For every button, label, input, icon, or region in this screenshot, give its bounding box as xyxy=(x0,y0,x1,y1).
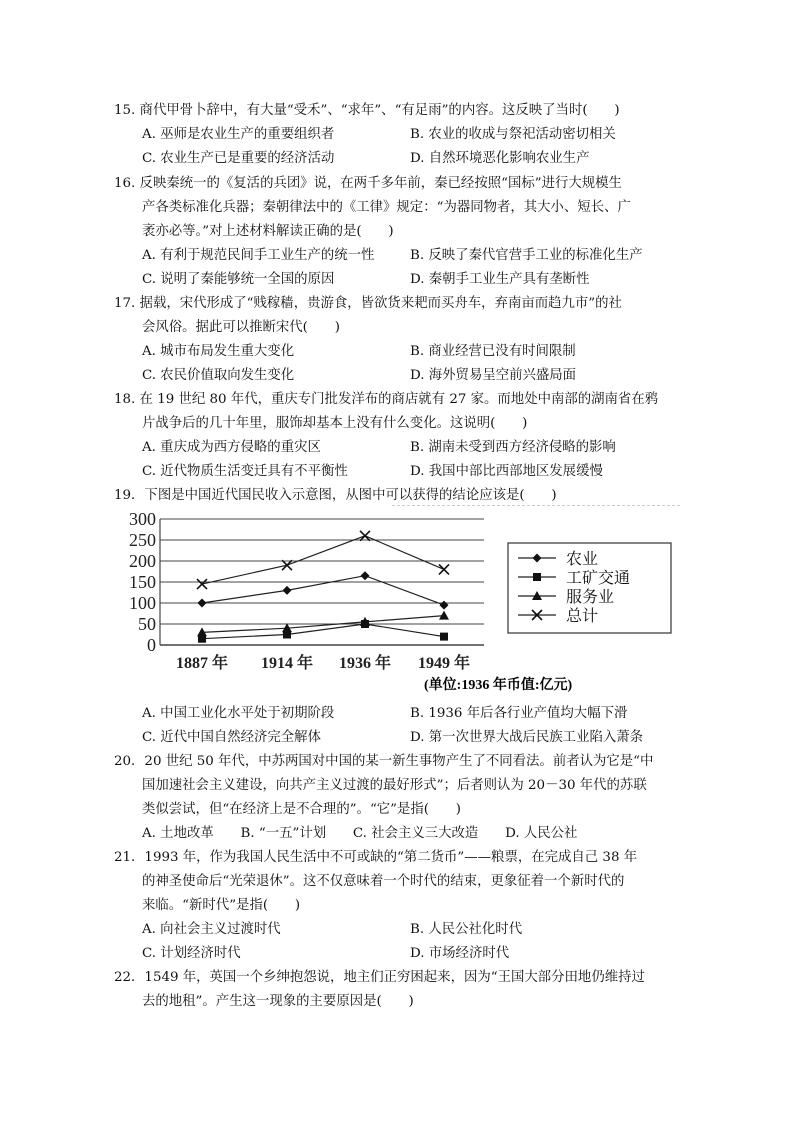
legend-label: 工矿交通 xyxy=(566,568,631,587)
x-tick-label: 1914 年 xyxy=(260,655,314,672)
data-point xyxy=(440,601,449,610)
q16-stem-line-2: 产各类标准化兵器；秦朝律法中的《工律》规定：“为器同物者，其大小、短长、广 xyxy=(142,200,631,215)
q15-option-c: C. 农业生产已是重要的经济活动 xyxy=(142,151,335,166)
q19-stem: 19．下图是中国近代国民收入示意图，从图中可以获得的结论应该是( ) xyxy=(114,488,557,503)
x-tick-label: 1936 年 xyxy=(338,655,392,672)
data-point xyxy=(440,633,448,641)
q19-option-a: A. 中国工业化水平处于初期阶段 xyxy=(142,706,335,721)
q17-option-c: C. 农民价值取向发生变化 xyxy=(142,368,295,383)
q18-option-d: D. 我国中部比西部地区发展缓慢 xyxy=(410,464,603,479)
chart-series xyxy=(197,531,449,643)
data-point xyxy=(283,586,292,595)
q16-option-c: C. 说明了秦能够统一全国的原因 xyxy=(142,272,335,287)
legend-label: 农业 xyxy=(566,549,599,568)
q20-options: A. 土地改革 B. “一五”计划 C. 社会主义三大改造 D. 人民公社 xyxy=(142,826,578,841)
q16-option-a: A. 有利于规范民间手工业生产的统一性 xyxy=(142,248,375,263)
data-point xyxy=(439,611,449,620)
chart-grid xyxy=(160,519,484,645)
data-point xyxy=(360,531,370,541)
q18-option-a: A. 重庆成为西方侵略的重灾区 xyxy=(142,440,321,455)
x-tick-label: 1887 年 xyxy=(175,655,229,672)
legend-swatch-marker xyxy=(533,573,541,581)
q22-stem-line-1: 22．1549 年，英国一个乡绅抱怨说，地主们正穷困起来，因为“王国大部分田地仍维持过 xyxy=(114,970,645,985)
q20-stem-line-2: 国加速社会主义建设，向共产主义过渡的最好形式”；后者则认为 20－30 年代的苏联 xyxy=(142,778,647,793)
series-line xyxy=(202,576,444,605)
q18-stem-line-2: 片战争后的几十年里，服饰却基本上没有什么变化。这说明( ) xyxy=(142,416,528,431)
q15-stem: 15. 商代甲骨卜辞中，有大量“受禾”、“求年”、“有足雨”的内容。这反映了当时( ) xyxy=(114,103,620,118)
series-line xyxy=(202,536,444,584)
q19-option-b: B. 1936 年后各行业产值均大幅下滑 xyxy=(410,706,628,721)
y-tick-label: 100 xyxy=(129,593,156,613)
q16-stem-line-3: 袤亦必等。”对上述材料解读正确的是( ) xyxy=(142,224,394,239)
q18-stem-line-1: 18. 在 19 世纪 80 年代，重庆专门批发洋布的商店就有 27 家。而地处中南部的湖南省在鸦 xyxy=(114,392,659,407)
national-income-chart xyxy=(112,505,682,705)
chart-x-tick-labels xyxy=(176,653,470,672)
q21-option-b: B. 人民公社化时代 xyxy=(410,922,523,937)
q15-option-a: A. 巫师是农业生产的重要组织者 xyxy=(142,127,335,142)
q17-stem-line-1: 17. 据载，宋代形成了“贱稼穑，贵游食，皆欲货来耙而买舟车，弃南亩而趋九市”的社 xyxy=(114,296,622,311)
q20-stem-line-3: 类似尝试，但“在经济上是不合理的”。“它”是指( ) xyxy=(142,802,462,817)
legend-label: 总计 xyxy=(566,606,599,625)
y-tick-label: 150 xyxy=(129,572,156,592)
data-point xyxy=(197,579,207,589)
q19-option-c: C. 近代中国自然经济完全解体 xyxy=(142,730,321,745)
q15-option-b: B. 农业的收成与祭祀活动密切相关 xyxy=(410,127,616,142)
y-tick-label: 200 xyxy=(129,551,156,571)
data-point xyxy=(282,560,292,570)
chart-unit-note: (单位:1936 年币值:亿元) xyxy=(424,678,573,693)
y-tick-label: 250 xyxy=(129,530,156,550)
legend-swatch-marker xyxy=(533,554,542,563)
y-tick-label: 300 xyxy=(129,509,156,529)
series-line xyxy=(202,624,444,639)
q17-option-b: B. 商业经营已没有时间限制 xyxy=(410,344,576,359)
y-tick-label: 0 xyxy=(147,635,156,655)
q18-option-b: B. 湖南未受到西方经济侵略的影响 xyxy=(410,440,616,455)
q17-stem-line-2: 会风俗。据此可以推断宋代( ) xyxy=(142,320,340,335)
legend-label: 服务业 xyxy=(566,587,615,606)
q16-option-b: B. 反映了秦代官营手工业的标准化生产 xyxy=(410,248,643,263)
x-tick-label: 1949 年 xyxy=(417,655,471,672)
data-point xyxy=(439,564,449,574)
q21-stem-line-1: 21．1993 年，作为我国人民生活中不可或缺的“第二货币”——粮票，在完成自己 38 年 xyxy=(114,850,638,865)
chart-legend xyxy=(508,543,671,633)
q20-stem-line-1: 20．20 世纪 50 年代，中苏两国对中国的某一新生事物产生了不同看法。前者认为它是“中 xyxy=(114,754,654,769)
q19-option-d: D. 第一次世界大战后民族工业陷入萧条 xyxy=(410,730,644,745)
q21-option-c: C. 计划经济时代 xyxy=(142,946,241,961)
q17-option-a: A. 城市布局发生重大变化 xyxy=(142,344,295,359)
data-point xyxy=(198,599,207,608)
q21-stem-line-3: 来临。“新时代”是指( ) xyxy=(142,898,301,913)
chart-y-tick-labels xyxy=(129,509,156,655)
q22-stem-line-2: 去的地租”。产生这一现象的主要原因是( ) xyxy=(142,994,414,1009)
q17-option-d: D. 海外贸易呈空前兴盛局面 xyxy=(410,368,577,383)
y-tick-label: 50 xyxy=(138,614,156,634)
q18-option-c: C. 近代物质生活变迁具有不平衡性 xyxy=(142,464,348,479)
q21-option-a: A. 向社会主义过渡时代 xyxy=(142,922,281,937)
data-point xyxy=(361,571,370,580)
q15-option-d: D. 自然环境恶化影响农业生产 xyxy=(410,151,590,166)
q16-option-d: D. 秦朝手工业生产具有垄断性 xyxy=(410,272,590,287)
q21-option-d: D. 市场经济时代 xyxy=(410,946,510,961)
q21-stem-line-2: 的神圣使命后“光荣退休”。这不仅意味着一个时代的结束，更象征着一个新时代的 xyxy=(142,874,625,889)
q16-stem-line-1: 16. 反映秦统一的《复活的兵团》说，在两千多年前，秦已经按照“国标”进行大规模生 xyxy=(114,176,622,191)
